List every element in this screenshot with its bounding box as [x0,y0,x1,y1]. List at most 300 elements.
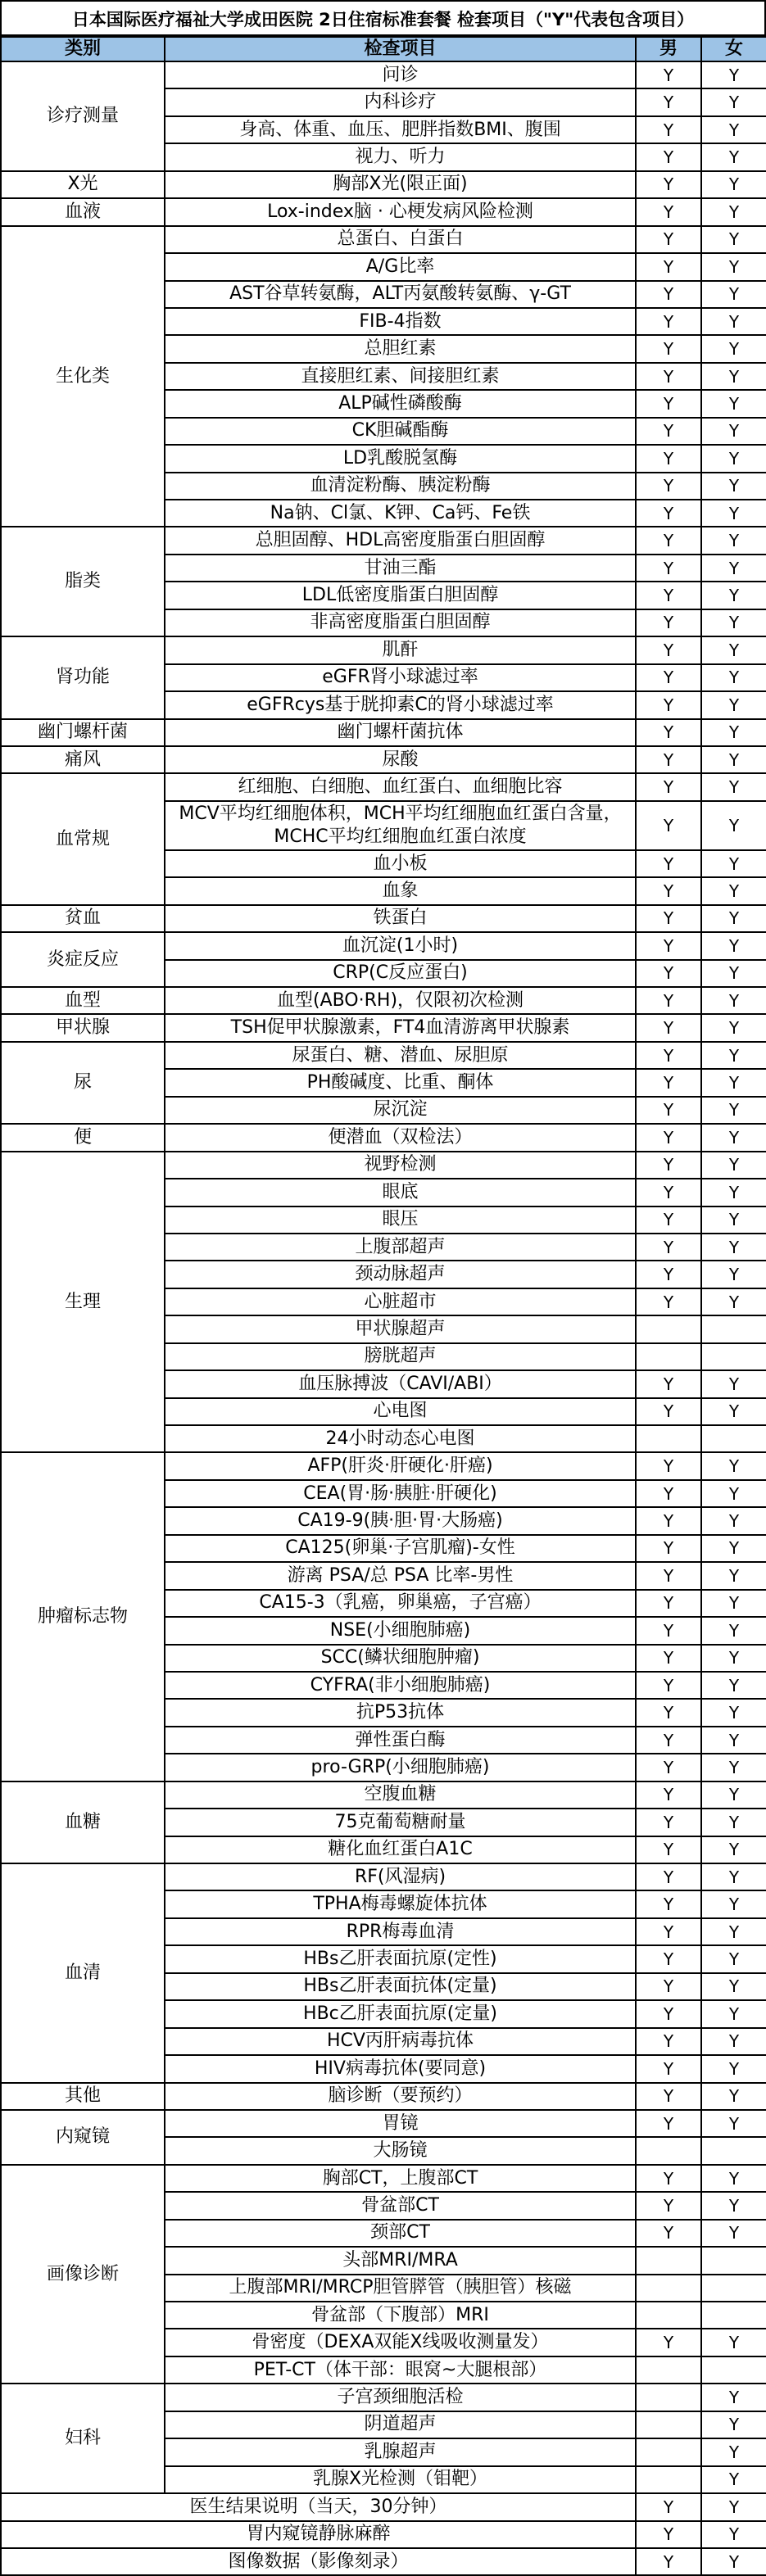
female-cell: Y [701,1370,766,1397]
female-cell: Y [701,801,766,850]
female-cell: Y [701,1836,766,1863]
female-cell: Y [701,116,766,143]
footer-item-cell: 胃内窥镜静脉麻醉 [1,2521,636,2548]
item-cell: 胸部X光(限正面) [165,171,636,198]
male-cell: Y [636,2220,701,2247]
item-cell: 非高密度脂蛋白胆固醇 [165,609,636,636]
female-cell: Y [701,253,766,280]
male-cell: Y [636,2083,701,2110]
item-cell: 血型(ABO·RH)，仅限初次检测 [165,987,636,1014]
table-row [1,1014,766,1041]
item-cell: 甲状腺超声 [165,1315,636,1342]
item-cell: 阴道超声 [165,2411,636,2438]
female-cell: Y [701,418,766,445]
category-cell: 血液 [1,198,165,225]
male-cell [636,2302,701,2329]
item-cell: 甘油三酯 [165,555,636,582]
male-cell: Y [636,1945,701,1972]
male-cell: Y [636,445,701,472]
female-cell: Y [701,1590,766,1617]
item-cell: 总胆固醇、HDL高密度脂蛋白胆固醇 [165,527,636,554]
male-cell: Y [636,281,701,308]
female-cell: Y [701,664,766,691]
female-cell: Y [701,1699,766,1726]
male-cell: Y [636,1097,701,1124]
item-cell: CA125(卵巢·子宫肌瘤)-女性 [165,1535,636,1562]
female-cell: Y [701,1288,766,1315]
female-cell [701,2137,766,2164]
item-cell: NSE(小细胞肺癌) [165,1617,636,1644]
item-cell: FIB-4指数 [165,308,636,335]
male-cell: Y [636,1398,701,1425]
male-cell: Y [636,664,701,691]
footer-item-cell: 图像数据（影像刻录） [1,2548,636,2575]
category-cell: 妇科 [1,2384,165,2493]
item-cell: AST谷草转氨酶，ALT丙氨酸转氨酶、γ-GT [165,281,636,308]
item-cell: ALP碱性磷酸酶 [165,390,636,417]
item-cell: eGFR肾小球滤过率 [165,664,636,691]
male-cell: Y [636,500,701,527]
female-cell: Y [701,198,766,225]
male-cell: Y [636,390,701,417]
item-cell: 视野检测 [165,1152,636,1179]
category-cell: 血型 [1,987,165,1014]
item-cell: CK胆碱酯酶 [165,418,636,445]
item-cell: 颈部CT [165,2220,636,2247]
female-cell [701,2356,766,2384]
item-cell: 尿沉淀 [165,1097,636,1124]
male-cell: Y [636,555,701,582]
item-cell: 尿酸 [165,746,636,773]
female-cell: Y [701,1918,766,1945]
female-cell: Y [701,1042,766,1069]
male-cell: Y [636,1890,701,1917]
female-cell: Y [701,850,766,877]
male-cell: Y [636,1042,701,1069]
female-cell: Y [701,335,766,362]
male-cell: Y [636,1452,701,1479]
category-cell: 炎症反应 [1,932,165,987]
category-cell: 血常规 [1,773,165,904]
male-cell: Y [636,1124,701,1151]
item-cell: CYFRA(非小细胞肺癌) [165,1672,636,1699]
item-cell: 胃镜 [165,2110,636,2137]
female-cell: Y [701,2192,766,2219]
female-cell: Y [701,500,766,527]
male-cell: Y [636,636,701,663]
male-cell: Y [636,527,701,554]
female-cell: Y [701,1781,766,1809]
item-cell: pro-GRP(小细胞肺癌) [165,1754,636,1781]
footer-row [1,2548,766,2575]
table-row [1,932,766,959]
female-cell: Y [701,171,766,198]
item-cell: 幽门螺杆菌抗体 [165,719,636,746]
female-cell [701,2275,766,2302]
table-row [1,905,766,932]
male-cell: Y [636,1069,701,1096]
male-cell [636,2466,701,2493]
male-cell: Y [636,1179,701,1206]
category-cell: 诊疗测量 [1,61,165,171]
item-cell: 骨密度（DEXA双能X线吸收测量发） [165,2329,636,2356]
female-cell: Y [701,445,766,472]
category-cell: 便 [1,1124,165,1151]
female-cell: Y [701,877,766,904]
table-row [1,2165,766,2192]
male-cell: Y [636,2110,701,2137]
item-cell: HBs乙肝表面抗原(定性) [165,1945,636,1972]
female-cell: Y [701,281,766,308]
header-female: 女 [701,37,766,61]
female-cell [701,2247,766,2274]
item-cell: 直接胆红素、间接胆红素 [165,363,636,390]
male-cell: Y [636,1535,701,1562]
female-cell: Y [701,226,766,253]
category-cell: 生化类 [1,226,165,527]
item-cell: 总蛋白、白蛋白 [165,226,636,253]
item-cell: 乳腺X光检测（钼靶） [165,2466,636,2493]
male-cell: Y [636,1809,701,1836]
footer-item-cell: 医生结果说明（当天，30分钟） [1,2493,636,2520]
item-cell: 血小板 [165,850,636,877]
female-cell: Y [701,2000,766,2027]
male-cell: Y [636,1645,701,1672]
item-cell: 上腹部超声 [165,1234,636,1261]
male-cell: Y [636,719,701,746]
male-cell: Y [636,932,701,959]
female-cell: Y [701,473,766,500]
male-cell: Y [636,2521,701,2548]
male-cell: Y [636,253,701,280]
male-cell [636,2137,701,2164]
female-cell: Y [701,1617,766,1644]
female-cell: Y [701,2493,766,2520]
footer-row [1,2521,766,2548]
male-cell: Y [636,1973,701,2000]
item-cell: 血清淀粉酶、胰淀粉酶 [165,473,636,500]
female-cell: Y [701,1452,766,1479]
item-cell: 心电图 [165,1398,636,1425]
female-cell [701,1343,766,1370]
item-cell: HIV病毒抗体(要同意) [165,2055,636,2082]
female-cell: Y [701,1069,766,1096]
female-cell: Y [701,2083,766,2110]
male-cell: Y [636,1781,701,1809]
female-cell: Y [701,746,766,773]
category-cell: 贫血 [1,905,165,932]
male-cell: Y [636,1507,701,1534]
female-cell: Y [701,555,766,582]
table-row [1,226,766,253]
item-cell: 尿蛋白、糖、潜血、尿胆原 [165,1042,636,1069]
male-cell: Y [636,1727,701,1754]
table-row [1,1452,766,1479]
male-cell: Y [636,88,701,115]
table-row [1,1781,766,1809]
item-cell: LD乳酸脱氢酶 [165,445,636,472]
male-cell: Y [636,1590,701,1617]
female-cell: Y [701,905,766,932]
female-cell: Y [701,691,766,718]
page-title: 日本国际医疗福祉大学成田医院 2日住宿标准套餐 检套项目（"Y"代表包含项目） [0,0,766,36]
male-cell: Y [636,1234,701,1261]
female-cell: Y [701,2521,766,2548]
category-cell: 画像诊断 [1,2165,165,2384]
female-cell [701,1315,766,1342]
female-cell: Y [701,1014,766,1041]
table-row [1,527,766,554]
item-cell: RF(风湿病) [165,1863,636,1890]
item-cell: CA15-3（乳癌，卵巢癌，子宫癌） [165,1590,636,1617]
category-cell: X光 [1,171,165,198]
male-cell: Y [636,1370,701,1397]
item-cell: 便潜血（双检法） [165,1124,636,1151]
table-row [1,1042,766,1069]
item-cell: 视力、听力 [165,143,636,170]
female-cell: Y [701,308,766,335]
male-cell: Y [636,1863,701,1890]
male-cell: Y [636,1152,701,1179]
item-cell: CEA(胃·肠·胰脏·肝硬化) [165,1480,636,1507]
male-cell: Y [636,2165,701,2192]
item-cell: RPR梅毒血清 [165,1918,636,1945]
male-cell: Y [636,116,701,143]
male-cell: Y [636,1014,701,1041]
male-cell: Y [636,335,701,362]
male-cell: Y [636,1754,701,1781]
category-cell: 甲状腺 [1,1014,165,1041]
female-cell: Y [701,960,766,987]
item-cell: eGFRcys基于胱抑素C的肾小球滤过率 [165,691,636,718]
item-cell: 大肠镜 [165,2137,636,2164]
item-cell: PH酸碱度、比重、酮体 [165,1069,636,1096]
item-cell: 胸部CT，上腹部CT [165,2165,636,2192]
male-cell: Y [636,1480,701,1507]
female-cell: Y [701,61,766,88]
table-row [1,2083,766,2110]
male-cell: Y [636,308,701,335]
table-row [1,198,766,225]
table-row [1,2110,766,2137]
female-cell: Y [701,1152,766,1179]
header-male: 男 [636,37,701,61]
male-cell [636,1315,701,1342]
male-cell [636,2384,701,2411]
female-cell: Y [701,1179,766,1206]
female-cell: Y [701,1645,766,1672]
male-cell: Y [636,2028,701,2055]
female-cell: Y [701,1562,766,1589]
male-cell [636,2275,701,2302]
female-cell: Y [701,932,766,959]
item-cell: 肌酐 [165,636,636,663]
female-cell: Y [701,2220,766,2247]
table-row [1,1152,766,1179]
male-cell: Y [636,198,701,225]
item-cell: TSH促甲状腺激素，FT4血清游离甲状腺素 [165,1014,636,1041]
male-cell: Y [636,960,701,987]
female-cell: Y [701,143,766,170]
item-cell: LDL低密度脂蛋白胆固醇 [165,582,636,609]
item-cell: SCC(鳞状细胞肿瘤) [165,1645,636,1672]
item-cell: TPHA梅毒螺旋体抗体 [165,1890,636,1917]
item-cell: 抗P53抗体 [165,1699,636,1726]
female-cell: Y [701,773,766,800]
item-cell: 头部MRI/MRA [165,2247,636,2274]
female-cell: Y [701,88,766,115]
male-cell: Y [636,850,701,877]
female-cell: Y [701,1945,766,1972]
male-cell: Y [636,61,701,88]
footer-row [1,2493,766,2520]
item-cell: 眼压 [165,1207,636,1234]
female-cell: Y [701,2411,766,2438]
item-cell: 糖化血红蛋白A1C [165,1836,636,1863]
item-cell: CA19-9(胰·胆·胃·大肠癌) [165,1507,636,1534]
male-cell: Y [636,1207,701,1234]
female-cell: Y [701,1207,766,1234]
female-cell: Y [701,1480,766,1507]
item-cell: 问诊 [165,61,636,88]
item-cell: AFP(肝炎·肝硬化·肝癌) [165,1452,636,1479]
item-cell: 心脏超市 [165,1288,636,1315]
table-header-row [1,37,766,61]
female-cell [701,1425,766,1452]
table-row [1,987,766,1014]
female-cell: Y [701,1507,766,1534]
table-row [1,1863,766,1890]
male-cell: Y [636,987,701,1014]
item-cell: 血沉淀(1小时) [165,932,636,959]
item-cell: 脑诊断（要预约） [165,2083,636,2110]
table-row [1,1124,766,1151]
item-cell: Lox-index脑 · 心梗发病风险检测 [165,198,636,225]
male-cell: Y [636,609,701,636]
item-cell: 红细胞、白细胞、血红蛋白、血细胞比容 [165,773,636,800]
male-cell: Y [636,226,701,253]
male-cell: Y [636,171,701,198]
item-cell: MCV平均红细胞体积，MCH平均红细胞血红蛋白含量，MCHC平均红细胞血红蛋白浓度 [165,801,636,850]
female-cell: Y [701,582,766,609]
male-cell: Y [636,773,701,800]
item-cell: 游离 PSA/总 PSA 比率-男性 [165,1562,636,1589]
checkup-table [0,36,766,2576]
male-cell [636,2247,701,2274]
male-cell: Y [636,1617,701,1644]
item-cell: 内科诊疗 [165,88,636,115]
female-cell: Y [701,2028,766,2055]
male-cell: Y [636,2493,701,2520]
item-cell: 骨盆部（下腹部）MRI [165,2302,636,2329]
female-cell: Y [701,2438,766,2465]
male-cell: Y [636,143,701,170]
female-cell: Y [701,987,766,1014]
male-cell: Y [636,582,701,609]
female-cell: Y [701,1727,766,1754]
category-cell: 生理 [1,1152,165,1453]
female-cell: Y [701,390,766,417]
female-cell: Y [701,719,766,746]
category-cell: 痛风 [1,746,165,773]
male-cell: Y [636,1562,701,1589]
category-cell: 脂类 [1,527,165,636]
male-cell: Y [636,2000,701,2027]
item-cell: 乳腺超声 [165,2438,636,2465]
header-item: 检查项目 [165,37,636,61]
male-cell [636,2356,701,2384]
item-cell: 弹性蛋白酶 [165,1727,636,1754]
table-row [1,2384,766,2411]
female-cell: Y [701,527,766,554]
category-cell: 幽门螺杆菌 [1,719,165,746]
table-row [1,719,766,746]
table-row [1,61,766,88]
female-cell: Y [701,363,766,390]
male-cell: Y [636,1836,701,1863]
item-cell: 24小时动态心电图 [165,1425,636,1452]
table-row [1,746,766,773]
category-cell: 其他 [1,2083,165,2110]
male-cell: Y [636,1918,701,1945]
male-cell: Y [636,418,701,445]
male-cell: Y [636,905,701,932]
male-cell: Y [636,2329,701,2356]
male-cell [636,1343,701,1370]
item-cell: 子宫颈细胞活检 [165,2384,636,2411]
item-cell: 颈动脉超声 [165,1261,636,1288]
female-cell: Y [701,2548,766,2575]
category-cell: 尿 [1,1042,165,1124]
female-cell: Y [701,1124,766,1151]
male-cell: Y [636,473,701,500]
male-cell: Y [636,363,701,390]
male-cell: Y [636,1261,701,1288]
female-cell: Y [701,2165,766,2192]
male-cell: Y [636,2548,701,2575]
item-cell: A/G比率 [165,253,636,280]
male-cell: Y [636,691,701,718]
item-cell: 血压脉搏波（CAVI/ABI） [165,1370,636,1397]
item-cell: HBs乙肝表面抗体(定量) [165,1973,636,2000]
category-cell: 血清 [1,1863,165,2083]
header-category: 类别 [1,37,165,61]
item-cell: 膀胱超声 [165,1343,636,1370]
category-cell: 肾功能 [1,636,165,718]
female-cell: Y [701,1809,766,1836]
female-cell [701,2302,766,2329]
female-cell: Y [701,1535,766,1562]
male-cell: Y [636,2055,701,2082]
male-cell: Y [636,746,701,773]
female-cell: Y [701,1890,766,1917]
item-cell: 血象 [165,877,636,904]
item-cell: CRP(C反应蛋白) [165,960,636,987]
male-cell: Y [636,1672,701,1699]
item-cell: PET-CT（体干部：眼窝~大腿根部） [165,2356,636,2384]
female-cell: Y [701,1973,766,2000]
female-cell: Y [701,1097,766,1124]
item-cell: 75克葡萄糖耐量 [165,1809,636,1836]
item-cell: 骨盆部CT [165,2192,636,2219]
table-row [1,171,766,198]
category-cell: 血糖 [1,1781,165,1863]
male-cell [636,2411,701,2438]
male-cell: Y [636,1288,701,1315]
female-cell: Y [701,1672,766,1699]
item-cell: HCV丙肝病毒抗体 [165,2028,636,2055]
female-cell: Y [701,2466,766,2493]
